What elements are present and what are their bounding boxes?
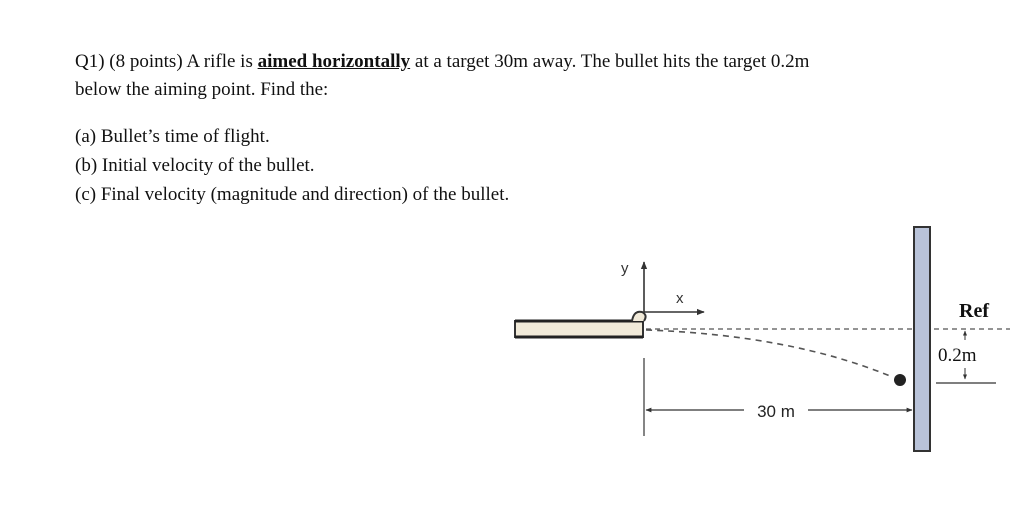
ref-label: Ref [959, 300, 989, 322]
bullet-trajectory [646, 330, 890, 376]
part-a: (a) Bullet’s time of flight. [75, 126, 270, 147]
target-board [914, 227, 930, 451]
y-axis-label: y [621, 260, 629, 277]
question-prefix: Q1) (8 points) A rifle is [75, 51, 258, 72]
part-c: (c) Final velocity (magnitude and direction) of the bullet. [75, 184, 510, 205]
drop-label: 0.2m [938, 345, 977, 366]
bullet [894, 374, 906, 386]
question-line1-rest: at a target 30m away. The bullet hits the target 0.2m [410, 51, 810, 72]
rifle-barrel [515, 312, 646, 337]
x-axis-label: x [676, 290, 684, 307]
part-b: (b) Initial velocity of the bullet. [75, 155, 315, 176]
question-emphasis: aimed horizontally [257, 51, 411, 72]
distance-label: 30 m [757, 402, 795, 421]
question-line2: below the aiming point. Find the: [75, 79, 329, 100]
